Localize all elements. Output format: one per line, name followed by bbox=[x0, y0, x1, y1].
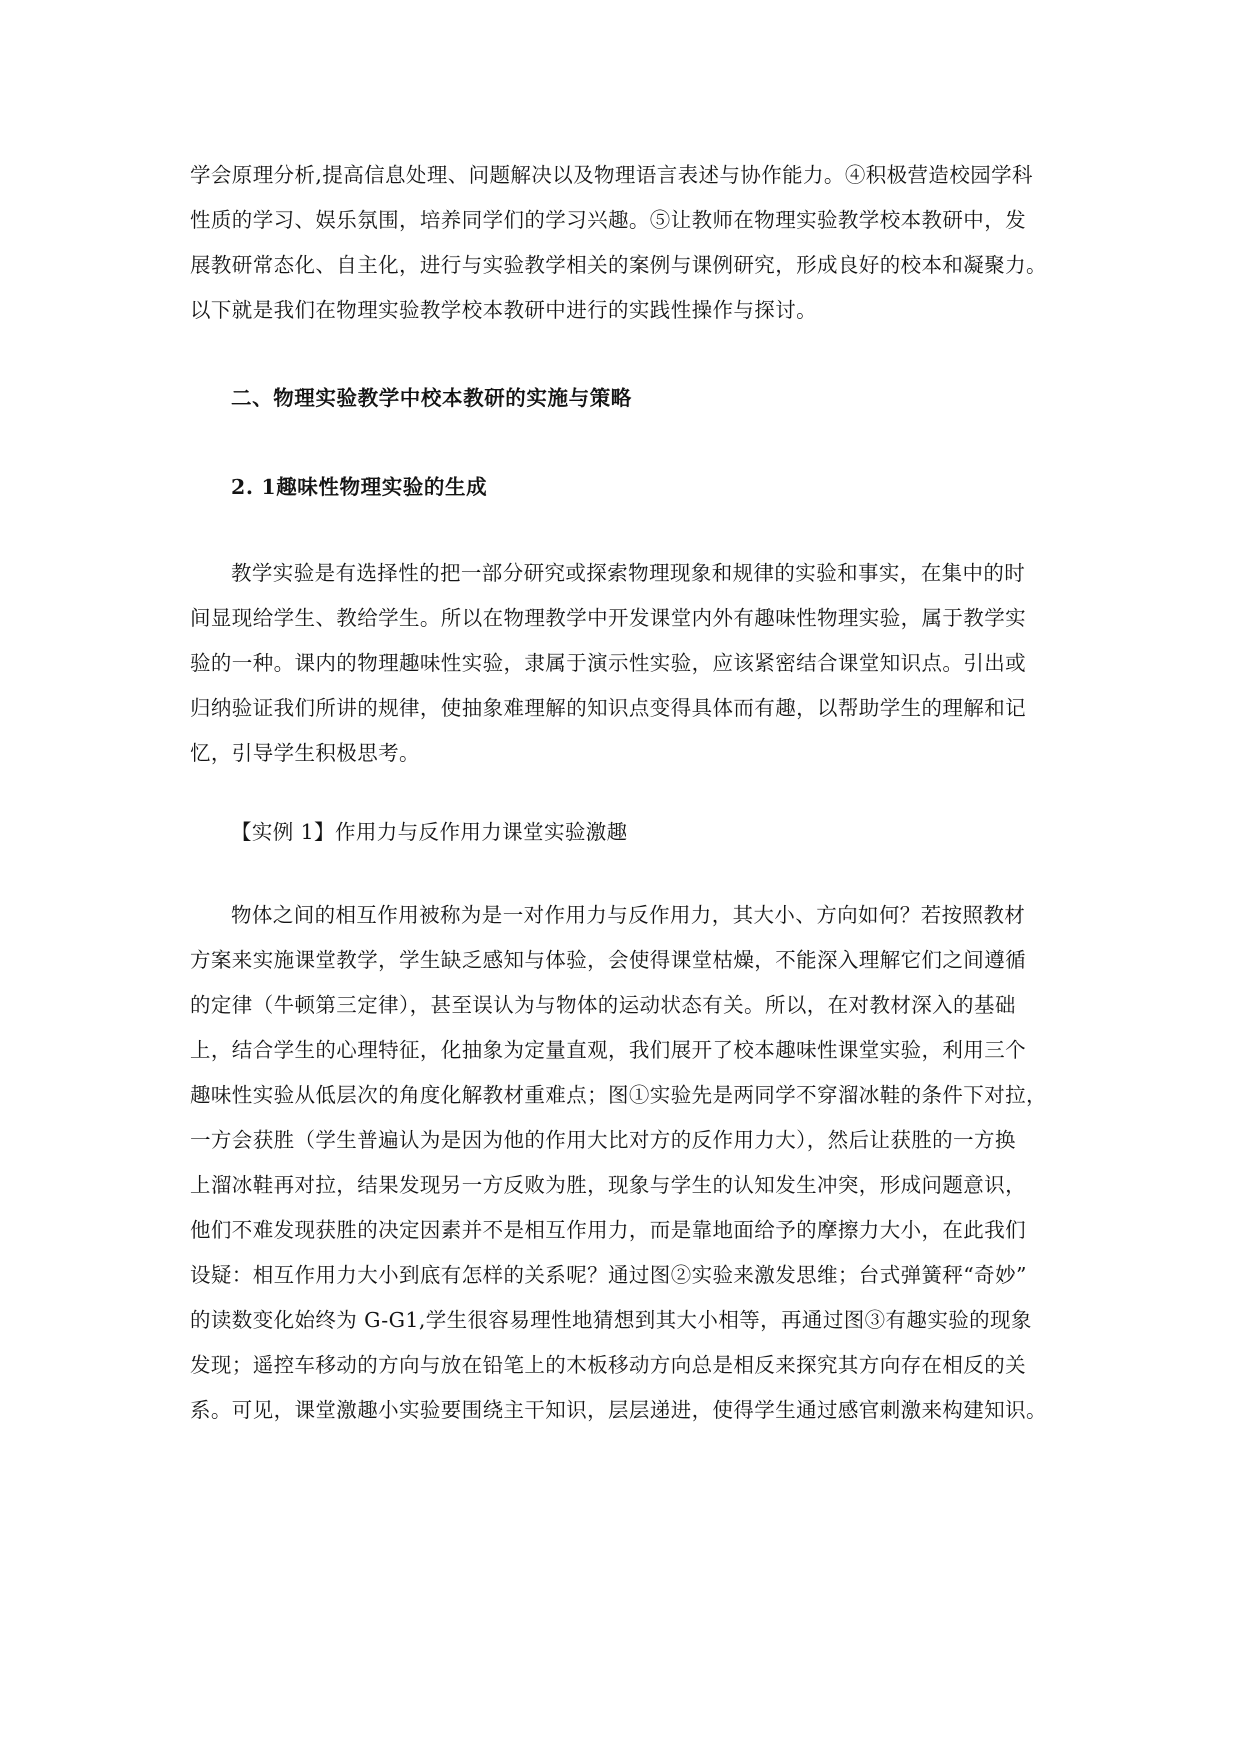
paragraph-line: 学会原理分析,提高信息处理、问题解决以及物理语言表述与协作能力。④积极营造校园学科 bbox=[190, 163, 1033, 187]
paragraph-line: 方案来实施课堂教学，学生缺乏感知与体验，会使得课堂枯燥，不能深入理解它们之间遵循 bbox=[190, 948, 1026, 972]
paragraph-line: 趣味性实验从低层次的角度化解教材重难点；图①实验先是两同学不穿溜冰鞋的条件下对拉， bbox=[190, 1083, 1047, 1107]
paragraph-line: 间显现给学生、教给学生。所以在物理教学中开发课堂内外有趣味性物理实验，属于教学实 bbox=[190, 606, 1026, 630]
paragraph-line: 展教研常态化、自主化，进行与实验教学相关的案例与课例研究，形成良好的校本和凝聚力。 bbox=[190, 253, 1047, 277]
paragraph-line: 上溜冰鞋再对拉，结果发现另一方反败为胜，现象与学生的认知发生冲突，形成问题意识， bbox=[190, 1173, 1026, 1197]
paragraph-line: 验的一种。课内的物理趣味性实验，隶属于演示性实验，应该紧密结合课堂知识点。引出或 bbox=[190, 651, 1026, 675]
paragraph-line: 一方会获胜（学生普遍认为是因为他的作用大比对方的反作用力大），然后让获胜的一方换 bbox=[190, 1128, 1016, 1152]
section-heading: 二、物理实验教学中校本教研的实施与策略 bbox=[231, 386, 632, 410]
paragraph-line: 以下就是我们在物理实验教学校本教研中进行的实践性操作与探讨。 bbox=[190, 298, 817, 322]
paragraph-line: 系。可见，课堂激趣小实验要围绕主干知识，层层递进，使得学生通过感官刺激来构建知识。 bbox=[190, 1398, 1047, 1422]
paragraph-line: 物体之间的相互作用被称为是一对作用力与反作用力，其大小、方向如何？若按照教材 bbox=[231, 903, 1026, 927]
paragraph-line: 性质的学习、娱乐氛围，培养同学们的学习兴趣。⑤让教师在物理实验教学校本教研中，发 bbox=[190, 208, 1026, 232]
example-title: 【实例 1】作用力与反作用力课堂实验激趣 bbox=[231, 820, 628, 844]
paragraph-line: 他们不难发现获胜的决定因素并不是相互作用力，而是靠地面给予的摩擦力大小，在此我们 bbox=[190, 1218, 1026, 1242]
paragraph-line: 设疑：相互作用力大小到底有怎样的关系呢？通过图②实验来激发思维；台式弹簧秤“奇妙” bbox=[190, 1263, 1027, 1287]
paragraph-line: 的定律（牛顿第三定律），甚至误认为与物体的运动状态有关。所以，在对教材深入的基础 bbox=[190, 993, 1016, 1017]
paragraph-line: 忆，引导学生积极思考。 bbox=[190, 741, 420, 765]
paragraph-line: 归纳验证我们所讲的规律，使抽象难理解的知识点变得具体而有趣，以帮助学生的理解和记 bbox=[190, 696, 1026, 720]
paragraph-line: 教学实验是有选择性的把一部分研究或探索物理现象和规律的实验和事实，在集中的时 bbox=[231, 561, 1026, 585]
subsection-heading: 2. 1趣味性物理实验的生成 bbox=[231, 475, 488, 499]
paragraph-line: 的读数变化始终为 G-G1,学生很容易理性地猜想到其大小相等，再通过图③有趣实验的现象 bbox=[190, 1308, 1032, 1332]
paragraph-line: 上，结合学生的心理特征，化抽象为定量直观，我们展开了校本趣味性课堂实验，利用三个 bbox=[190, 1038, 1026, 1062]
paragraph-line: 发现；遥控车移动的方向与放在铅笔上的木板移动方向总是相反来探究其方向存在相反的关 bbox=[190, 1353, 1026, 1377]
